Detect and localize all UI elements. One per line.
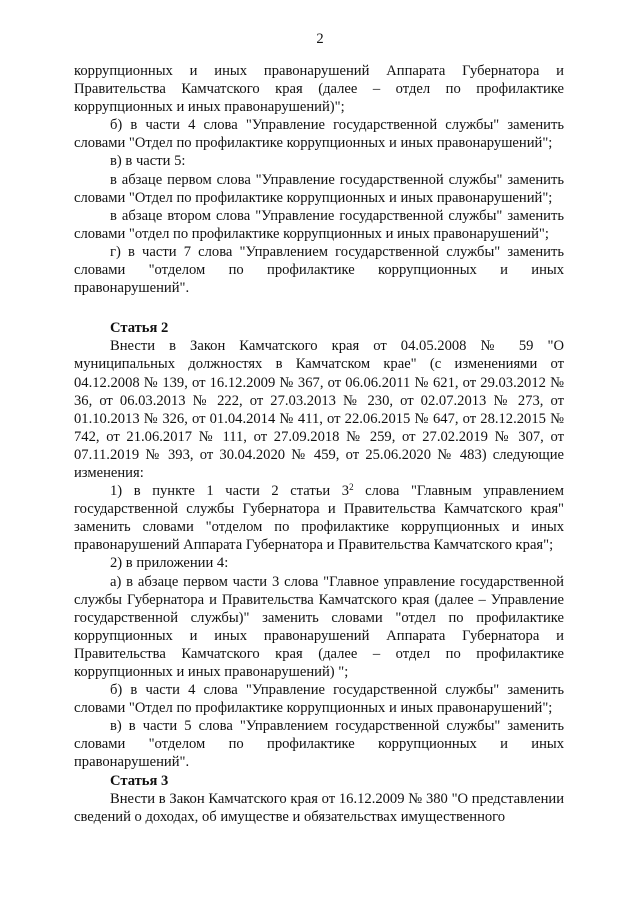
article-2-item-2c: в) в части 5 слова "Управлением государственной службы" заменить словами "отделом по профилактике коррупционных и иных правонарушений". (74, 718, 564, 771)
paragraph-part4: б) в части 4 слова "Управление государственной службы" заменить словами "Отдел по профилактике коррупционных и иных правонарушений"; (74, 117, 564, 152)
article-2-intro: Внести в Закон Камчатского края от 04.05.2008 № 59 "О муниципальных должностях в Камчатском крае" (с изменениями от 04.12.2008 № 139, от 16.12.2009 № 367, от 06.06.2011 № 621, от 29.03.2012 № 36, от 06.03.2013 № 222, от 27.03.2013 № 230, от 02.07.2013 № 273, от 01.10.2013 № 326, от 01.04.2014 № 411, от 22.06.2015 № 647, от 28.12.2015 № 742, от 21.06.2017 № 111, от 27.09.2018 № 259, от 27.02.2019 № 307, от 07.11.2019 № 393, от 30.04.2020 № 459, от 25.06.2020 № 483) следующие изменения: (74, 338, 564, 481)
article-2-item-2b: б) в части 4 слова "Управление государственной службы" заменить словами "Отдел по профилактике коррупционных и иных правонарушений"; (74, 682, 564, 717)
page-number: 2 (316, 31, 324, 47)
paragraph-part5-second: в абзаце втором слова "Управление государственной службы" заменить словами "отдел по профилактике коррупционных и иных правонарушений"; (74, 207, 564, 242)
article-2-item-1-text-before: 1) в пункте 1 части 2 статьи 3 (110, 483, 350, 500)
article-2-item-1-superscript: 2 (349, 482, 354, 493)
article-2-item-2: 2) в приложении 4: (110, 555, 229, 572)
paragraph-part7: г) в части 7 слова "Управлением государственной службы" заменить словами "отделом по профилактике коррупционных и иных правонарушений". (74, 243, 564, 297)
paragraph-continuation: коррупционных и иных правонарушений Аппарата Губернатора и Правительства Камчатского края (далее – отдел по профилактике коррупционных и иных правонарушений)"; (74, 63, 564, 116)
article-2-item-2a: а) в абзаце первом части 3 слова "Главное управление государственной службы Губернатора и Правительства Камчатского края (далее – Управление государственной службы)" заменить словами "отдел по профилактике коррупционных и иных правонарушений Аппарата Губернатора и Правительства Камчатского края (далее – отдел по профилактике коррупционных и иных правонарушений) "; (74, 573, 564, 680)
paragraph-part5-first: в абзаце первом слова "Управление государственной службы" заменить словами "Отдел по профилактике коррупционных и иных правонарушений"; (74, 171, 564, 206)
article-2-heading: Статья 2 (110, 320, 169, 337)
article-3-intro: Внести в Закон Камчатского края от 16.12.2009 № 380 "О представлении сведений о доходах, об имуществе и обязательствах имущественного (74, 790, 564, 825)
article-3-heading: Статья 3 (110, 772, 169, 789)
section-spacer (74, 297, 564, 319)
article-2-item-1 (74, 482, 564, 554)
document-body (74, 62, 564, 826)
article-2-item-1-text-after: слова "Главным управлением государственной службы Губернатора и Правительства Камчатского края" заменить словами "отделом по профилактике коррупционных и иных правонарушений Аппарата Губернатора и Правительства Камчатского края"; (74, 483, 564, 554)
paragraph-part5: в) в части 5: (110, 153, 186, 170)
